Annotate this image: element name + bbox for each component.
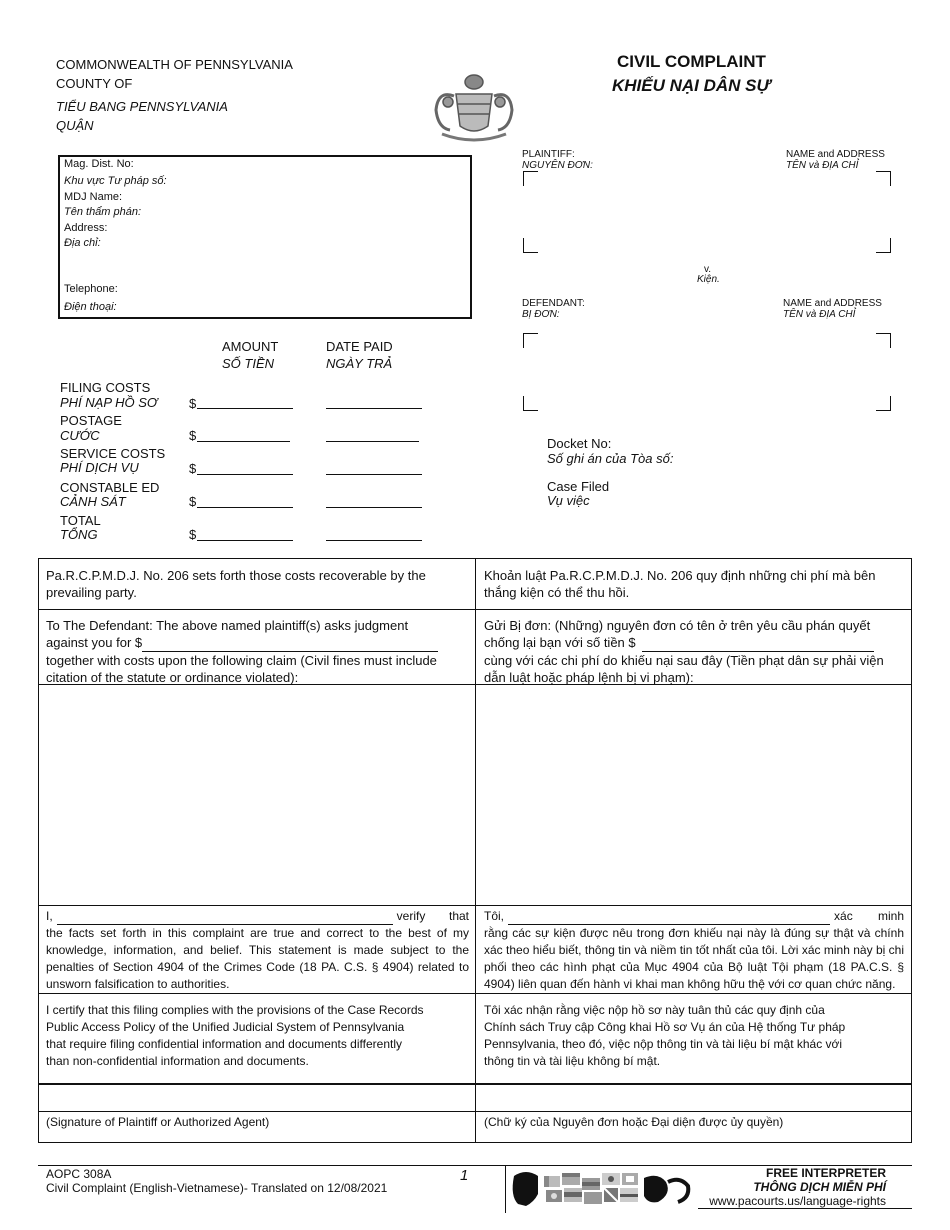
signature-caption-vi: (Chữ ký của Nguyên đơn hoặc Đại diện được ủy quyền) <box>484 1115 784 1129</box>
certification-line-vi: Pennsylvania, theo đó, việc nộp thông tin và tài liệu bí mật khác với <box>484 1037 843 1051</box>
defendant-label-vi: BỊ ĐƠN: <box>522 309 560 320</box>
plaintiff-label-vi: NGUYÊN ĐƠN: <box>522 160 593 171</box>
form-id: AOPC 308A <box>46 1167 112 1181</box>
free-interpreter-label-vi: THÔNG DỊCH MIỄN PHÍ <box>753 1180 886 1194</box>
claim-text-area[interactable] <box>39 685 474 904</box>
defendant-bracket-bottom-left <box>523 396 538 411</box>
docket-no-label: Docket No: <box>547 436 612 451</box>
cost-label-vi: PHÍ NẠP HỒ SƠ <box>60 395 158 410</box>
defendant-label: DEFENDANT: <box>522 298 585 309</box>
verification-line-1 <box>46 907 469 925</box>
cost-label: FILING COSTS <box>60 380 151 395</box>
mdj-name-label: MDJ Name: <box>64 191 123 203</box>
telephone-label: Telephone: <box>64 283 118 295</box>
currency-sign: $ <box>189 428 197 443</box>
date-paid-field[interactable] <box>326 441 419 442</box>
plaintiff-bracket-top-left <box>523 171 538 186</box>
verify-that: that <box>448 909 469 923</box>
verifier-name-field[interactable] <box>57 907 393 925</box>
cost-label: POSTAGE <box>60 413 122 428</box>
certification-line: I certify that this filing complies with the provisions of the Case Records <box>46 1003 424 1017</box>
verification-body-vi: rằng các sự kiện được nêu trong đơn khiếu nại này là đúng sự thật và chính xác theo hiểu biết, thông tin và niềm tin tốt nhất của tôi. Lời xác minh này bị chi phối theo các hình phạt của Mục 4904 của Bộ luật Tội phạm (18 PA.C.S. § 4904) liên quan đến hành vi khai man không hữu thệ với cơ quan chức năng. <box>484 926 904 991</box>
certification-text <box>38 996 475 1076</box>
amount-header: AMOUNT <box>222 339 279 354</box>
cost-label: CONSTABLE ED <box>60 480 160 495</box>
defendant-notice-line-2 <box>46 634 467 652</box>
plaintiff-bracket-bottom-left <box>523 238 538 253</box>
certification-text-vi <box>476 996 912 1076</box>
amount-field[interactable] <box>197 408 293 409</box>
date-paid-header: DATE PAID <box>326 339 393 354</box>
case-filed-label: Case Filed <box>547 479 610 494</box>
defendant-notice-vi <box>476 611 912 692</box>
defendant-notice-line-1-vi: Gửi Bị đơn: (Những) nguyên đơn có tên ở trên yêu cầu phán quyết <box>484 618 871 633</box>
amount-field[interactable] <box>197 507 293 508</box>
defendant-notice-line-3: together with costs upon the following claim (Civil fines must include citation of the statute or ordinance violated): <box>46 653 437 685</box>
verify-minh: minh <box>877 909 904 923</box>
currency-sign: $ <box>189 494 197 509</box>
verifier-name-field-vi[interactable] <box>508 907 830 925</box>
certification-line-vi: thông tin và tài liệu không bí mật. <box>484 1054 661 1068</box>
pennsylvania-seal-icon <box>428 70 520 144</box>
date-paid-field[interactable] <box>326 540 422 541</box>
plaintiff-bracket-bottom-right <box>876 238 891 253</box>
free-interpreter-label: FREE INTERPRETER <box>765 1166 886 1180</box>
verify-xac: xác <box>834 909 853 923</box>
judgment-amount-field-vi[interactable] <box>642 634 874 652</box>
table-row-divider <box>38 609 912 610</box>
currency-sign: $ <box>189 461 197 476</box>
language-flags-icon <box>508 1168 694 1210</box>
plaintiff-label: PLAINTIFF: <box>522 149 575 160</box>
plaintiff-bracket-top-right <box>876 171 891 186</box>
verification-text <box>38 906 475 993</box>
date-paid-field[interactable] <box>326 408 422 409</box>
certification-line: than non-confidential information and documents. <box>46 1054 309 1068</box>
amount-field[interactable] <box>197 540 293 541</box>
date-paid-field[interactable] <box>326 474 422 475</box>
judgment-amount-prefix-vi: chống lại bạn với số tiền $ <box>484 635 636 650</box>
plaintiff-name-address-label-vi: TÊN và ĐỊA CHỈ <box>786 160 859 171</box>
defendant-notice-line-2-vi <box>484 634 904 652</box>
court-info-box <box>58 155 472 319</box>
commonwealth-label-vi: TIỂU BANG PENNSYLVANIA <box>56 99 228 114</box>
costs-rule-text-vi: Khoản luật Pa.R.C.P.M.D.J. No. 206 quy định những chi phí mà bên thắng kiện có thể thu hồi. <box>484 568 876 600</box>
defendant-bracket-top-left <box>523 333 538 348</box>
address-label-vi: Địa chỉ: <box>64 237 101 249</box>
verification-body: the facts set forth in this complaint are true and correct to the best of my knowledge, information, and belief. This statement is made subject to the penalties of Section 4904 of the Crimes Code (18 PA. C.S. § 4904) related to unsworn falsification to authorities. <box>46 926 469 991</box>
date-paid-field[interactable] <box>326 507 422 508</box>
address-label: Address: <box>64 222 108 234</box>
mag-dist-label: Mag. Dist. No: <box>64 158 134 170</box>
form-description: Civil Complaint (English-Vietnamese)- Translated on 12/08/2021 <box>46 1181 388 1195</box>
verification-line-1-vi <box>484 907 904 925</box>
certification-line-vi: Chính sách Truy cập Công khai Hồ sơ Vụ án của Hệ thống Tư pháp <box>484 1020 846 1034</box>
form-title: CIVIL COMPLAINT <box>617 52 766 71</box>
cost-label: SERVICE COSTS <box>60 446 166 461</box>
amount-field[interactable] <box>197 474 293 475</box>
certification-line: Public Access Policy of the Unified Judicial System of Pennsylvania <box>46 1020 405 1034</box>
defendant-name-address-label: NAME and ADDRESS <box>783 298 882 309</box>
amount-field[interactable] <box>197 441 290 442</box>
commonwealth-label: COMMONWEALTH OF PENNSYLVANIA <box>56 57 293 72</box>
signature-field[interactable] <box>39 1085 474 1110</box>
county-label-vi: QUẬN <box>56 118 94 133</box>
currency-sign: $ <box>189 527 197 542</box>
footer-link-underline <box>698 1208 912 1209</box>
language-rights-link[interactable]: www.pacourts.us/language-rights <box>709 1194 886 1208</box>
certification-line: that require filing confidential information and documents differently <box>46 1037 402 1051</box>
date-paid-header-vi: NGÀY TRẢ <box>326 356 393 371</box>
docket-no-label-vi: Số ghi án của Tòa số: <box>547 451 674 466</box>
cost-label-vi: CẢNH SÁT <box>60 494 126 509</box>
mag-dist-label-vi: Khu vực Tư pháp số: <box>64 175 167 187</box>
defendant-bracket-bottom-right <box>876 396 891 411</box>
verify-i: I, <box>46 909 53 923</box>
judgment-amount-field[interactable] <box>142 634 438 652</box>
cost-label: TOTAL <box>60 513 101 528</box>
county-label: COUNTY OF <box>56 76 133 91</box>
costs-rule-text: Pa.R.C.P.M.D.J. No. 206 sets forth those costs recoverable by the prevailing party. <box>46 568 426 600</box>
amount-header-vi: SỐ TIỀN <box>222 356 275 371</box>
defendant-bracket-top-right <box>876 333 891 348</box>
telephone-label-vi: Điện thoại: <box>64 301 117 313</box>
page-number: 1 <box>460 1167 469 1184</box>
mdj-name-label-vi: Tên thẩm phán: <box>64 206 142 218</box>
signature-field-vi[interactable] <box>476 1085 911 1110</box>
defendant-name-address-label-vi: TÊN và ĐỊA CHỈ <box>783 309 856 320</box>
defendant-notice-line-1: To The Defendant: The above named plaintiff(s) asks judgment <box>46 618 409 633</box>
currency-sign: $ <box>189 396 197 411</box>
defendant-notice <box>38 611 475 692</box>
case-filed-label-vi: Vụ việc <box>547 493 590 508</box>
versus-label: v. <box>704 264 712 275</box>
verification-text-vi <box>476 906 912 993</box>
cost-label-vi: TỔNG <box>60 527 98 542</box>
cost-label-vi: PHÍ DỊCH VỤ <box>60 460 139 475</box>
form-title-vi: KHIẾU NẠI DÂN SỰ <box>612 76 771 95</box>
claim-text-area-vi[interactable] <box>476 685 911 904</box>
verify-i-vi: Tôi, <box>484 909 505 923</box>
versus-label-vi: Kiện. <box>697 274 720 285</box>
judgment-amount-prefix: against you for $ <box>46 635 143 650</box>
cost-label-vi: CƯỚC <box>60 428 100 443</box>
footer-divider <box>505 1165 506 1213</box>
signature-caption: (Signature of Plaintiff or Authorized Agent) <box>46 1115 270 1129</box>
certification-line-vi: Tôi xác nhận rằng việc nộp hồ sơ này tuân thủ các quy định của <box>484 1003 825 1017</box>
defendant-notice-line-3-vi: cùng với các chi phí do khiếu nại sau đây (Tiền phạt dân sự phải viện dẫn luật hoặc pháp lệnh bị vi phạm): <box>484 653 884 685</box>
table-row-divider <box>38 993 912 994</box>
verify-word: verify <box>396 909 426 923</box>
plaintiff-name-address-label: NAME and ADDRESS <box>786 149 885 160</box>
